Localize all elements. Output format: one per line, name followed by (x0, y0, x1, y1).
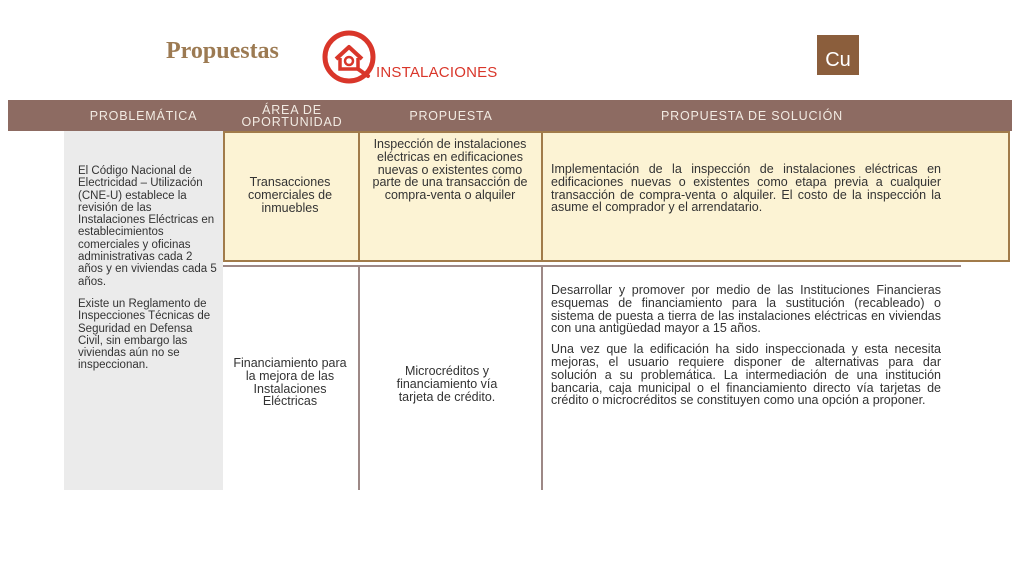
row-separator (223, 265, 961, 267)
problematica-paragraph-2: Existe un Reglamento de Inspecciones Técnicas de Seguridad en Defensa Civil, sin embargo las viviendas aún no se inspeccionan. (78, 297, 211, 372)
row2-separator-2 (541, 265, 543, 490)
row2-solucion-paragraph-1: Desarrollar y promover por medio de las Instituciones Financieras esquemas de financiamiento para la sustitución (recableado) o sistema de puesta a tierra de las instalaciones eléctricas en viviendas con una antigüedad mayor a 15 años. (551, 283, 941, 336)
row2-propuesta: Microcréditos y financiamiento vía tarjeta de crédito. (396, 364, 498, 404)
table-header (8, 100, 1012, 131)
header-propuesta-solucion: PROPUESTA DE SOLUCIÓN (661, 108, 843, 123)
row1-separator-1 (358, 131, 360, 262)
header-propuesta: PROPUESTA (409, 108, 493, 123)
header-problematica: PROBLEMÁTICA (89, 108, 198, 123)
instalaciones-logo (322, 30, 502, 84)
row2-solucion (551, 284, 941, 415)
row2-solucion-paragraph-2: Una vez que la edificación ha sido inspeccionada y esta necesita mejoras, el usuario requiere disponer de alternativas para dar solución a su problemática. La intermediación de una institución bancaria, caja municipal o el financiamiento directo vía tarjetas de crédito o microcréditos se constituyen como una opción a proponer. (551, 342, 941, 408)
row2-separator-1 (358, 265, 360, 490)
row1-solucion-paragraph: Implementación de la inspección de instalaciones eléctricas en edificaciones nuevas o existentes como etapa previa a cualquier transacción de compra-venta o alquiler. El costo de la inspección la asume el comprador y el arrendatario. (551, 162, 941, 215)
problematica-column (64, 131, 223, 490)
row2-area: Financiamiento para la mejora de las Instalaciones Eléctricas (233, 356, 347, 409)
logo-text: INSTALACIONES (376, 64, 498, 81)
problematica-paragraph-1: El Código Nacional de Electricidad – Utilización (CNE-U) establece la revisión de las Instalaciones Eléctricas en establecimientos comerciales y oficinas administrativas cada 2 años y en viviendas cada 5 años. (78, 165, 217, 288)
copper-badge: Cu (817, 35, 859, 75)
row1-separator-2 (541, 131, 543, 262)
row1-propuesta: Inspección de instalaciones eléctricas en edificaciones nuevas o existentes como parte de una transacción de compra-venta o alquiler (372, 137, 528, 203)
slide-title: Propuestas (166, 38, 279, 64)
row1-solucion (551, 163, 941, 222)
row1-area: Transacciones comerciales de inmuebles (247, 175, 333, 215)
house-in-circle-icon (322, 30, 378, 84)
header-area-oportunidad: ÁREA DE OPORTUNIDAD (241, 102, 343, 129)
